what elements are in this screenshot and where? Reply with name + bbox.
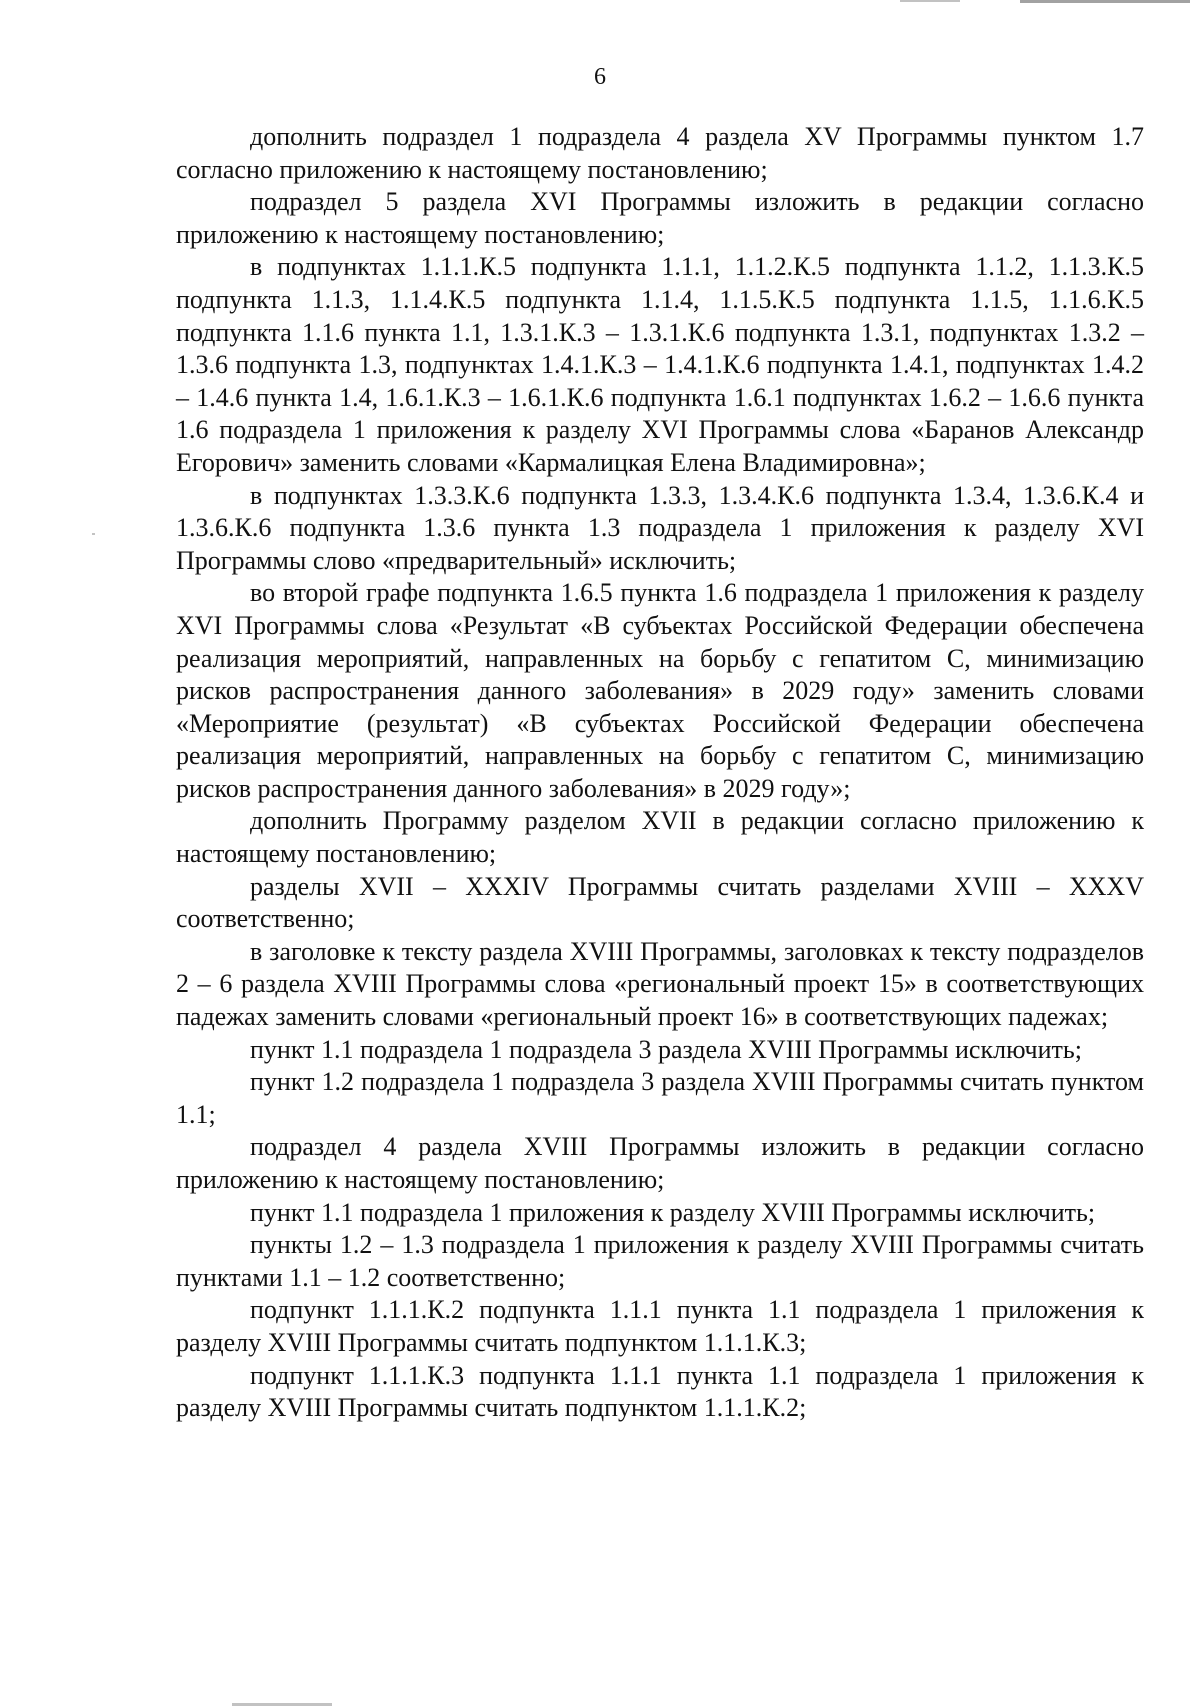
paragraph: дополнить подраздел 1 подраздела 4 раздела XV Программы пунктом 1.7 согласно приложению к настоящему постановлению; bbox=[176, 122, 1144, 184]
paragraph: дополнить Программу разделом XVII в редакции согласно приложению к настоящему постановлению; bbox=[176, 806, 1144, 869]
paragraph: подраздел 5 раздела XVI Программы изложить в редакции согласно приложению к настоящему постановлению; bbox=[176, 187, 1144, 249]
paragraph: подпункт 1.1.1.К.3 подпункта 1.1.1 пункта 1.1 подраздела 1 приложения к разделу XVIII Программы считать подпунктом 1.1.1.К.2; bbox=[176, 1360, 1144, 1423]
paragraph: во второй графе подпункта 1.6.5 пункта 1.6 подраздела 1 приложения к разделу XVI Программы слова «Результат «В субъектах Российской Федерации обеспечена реализация мероприятий, направленных на борьбу с гепатитом С, минимизацию рисков распространения данного заболевания» в 2029 году» заменить словами «Мероприятие (результат) «В субъектах Российской Федерации обеспечена реализация мероприятий, направленных на борьбу с гепатитом С, минимизацию рисков распространения данного заболевания» в 2029 году»; bbox=[176, 578, 1144, 803]
scan-artifact-dot bbox=[92, 533, 95, 535]
paragraph: пункт 1.2 подраздела 1 подраздела 3 раздела XVIII Программы считать пунктом 1.1; bbox=[176, 1067, 1144, 1129]
paragraph: пункт 1.1 подраздела 1 подраздела 3 раздела XVIII Программы исключить; bbox=[250, 1034, 1082, 1064]
paragraph: в заголовке к тексту раздела XVIII Программы, заголовках к тексту подразделов 2 – 6 раздела XVIII Программы слова «региональный проект 15» в соответствующих падежах заменить словами «региональный проект 16» в соответствующих падежах; bbox=[176, 936, 1144, 1032]
paragraph: пункт 1.1 подраздела 1 приложения к разделу XVIII Программы исключить; bbox=[250, 1197, 1096, 1227]
paragraph: пункты 1.2 – 1.3 подраздела 1 приложения к разделу XVIII Программы считать пунктами 1.1 – 1.2 соответственно; bbox=[176, 1230, 1144, 1292]
paragraph: подраздел 4 раздела XVIII Программы изложить в редакции согласно приложению к настоящему постановлению; bbox=[176, 1132, 1144, 1194]
scan-artifact-top bbox=[1020, 0, 1190, 3]
document-body bbox=[176, 121, 1144, 1425]
paragraph: разделы XVII – XXXIV Программы считать разделами XVIII – XXXV соответственно; bbox=[176, 871, 1144, 934]
scan-artifact-top-small bbox=[900, 0, 960, 2]
paragraph: в подпунктах 1.3.3.К.6 подпункта 1.3.3, 1.3.4.К.6 подпункта 1.3.4, 1.3.6.К.4 и 1.3.6.К.6 подпункта 1.3.6 пункта 1.3 подраздела 1 приложения к разделу XVI Программы слово «предварительный» исключить; bbox=[176, 480, 1144, 575]
page-number: 6 bbox=[594, 64, 606, 90]
paragraph: подпункт 1.1.1.К.2 подпункта 1.1.1 пункта 1.1 подраздела 1 приложения к разделу XVIII Программы считать подпунктом 1.1.1.К.3; bbox=[176, 1295, 1144, 1357]
paragraph: в подпунктах 1.1.1.К.5 подпункта 1.1.1, 1.1.2.К.5 подпункта 1.1.2, 1.1.3.К.5 подпункта 1.1.3, 1.1.4.К.5 подпункта 1.1.4, 1.1.5.К.5 подпункта 1.1.5, 1.1.6.К.5 подпункта 1.1.6 пункта 1.1, 1.3.1.К.3 – 1.3.1.К.6 подпункта 1.3.1, подпунктах 1.3.2 – 1.3.6 подпункта 1.3, подпунктах 1.4.1.К.3 – 1.4.1.К.6 подпункта 1.4.1, подпунктах 1.4.2 – 1.4.6 пункта 1.4, 1.6.1.К.3 – 1.6.1.К.6 подпункта 1.6.1 подпунктах 1.6.2 – 1.6.6 пункта 1.6 подраздела 1 приложения к разделу XVI Программы слова «Баранов Александр Егорович» заменить словами «Кармалицкая Елена Владимировна»; bbox=[176, 252, 1144, 477]
